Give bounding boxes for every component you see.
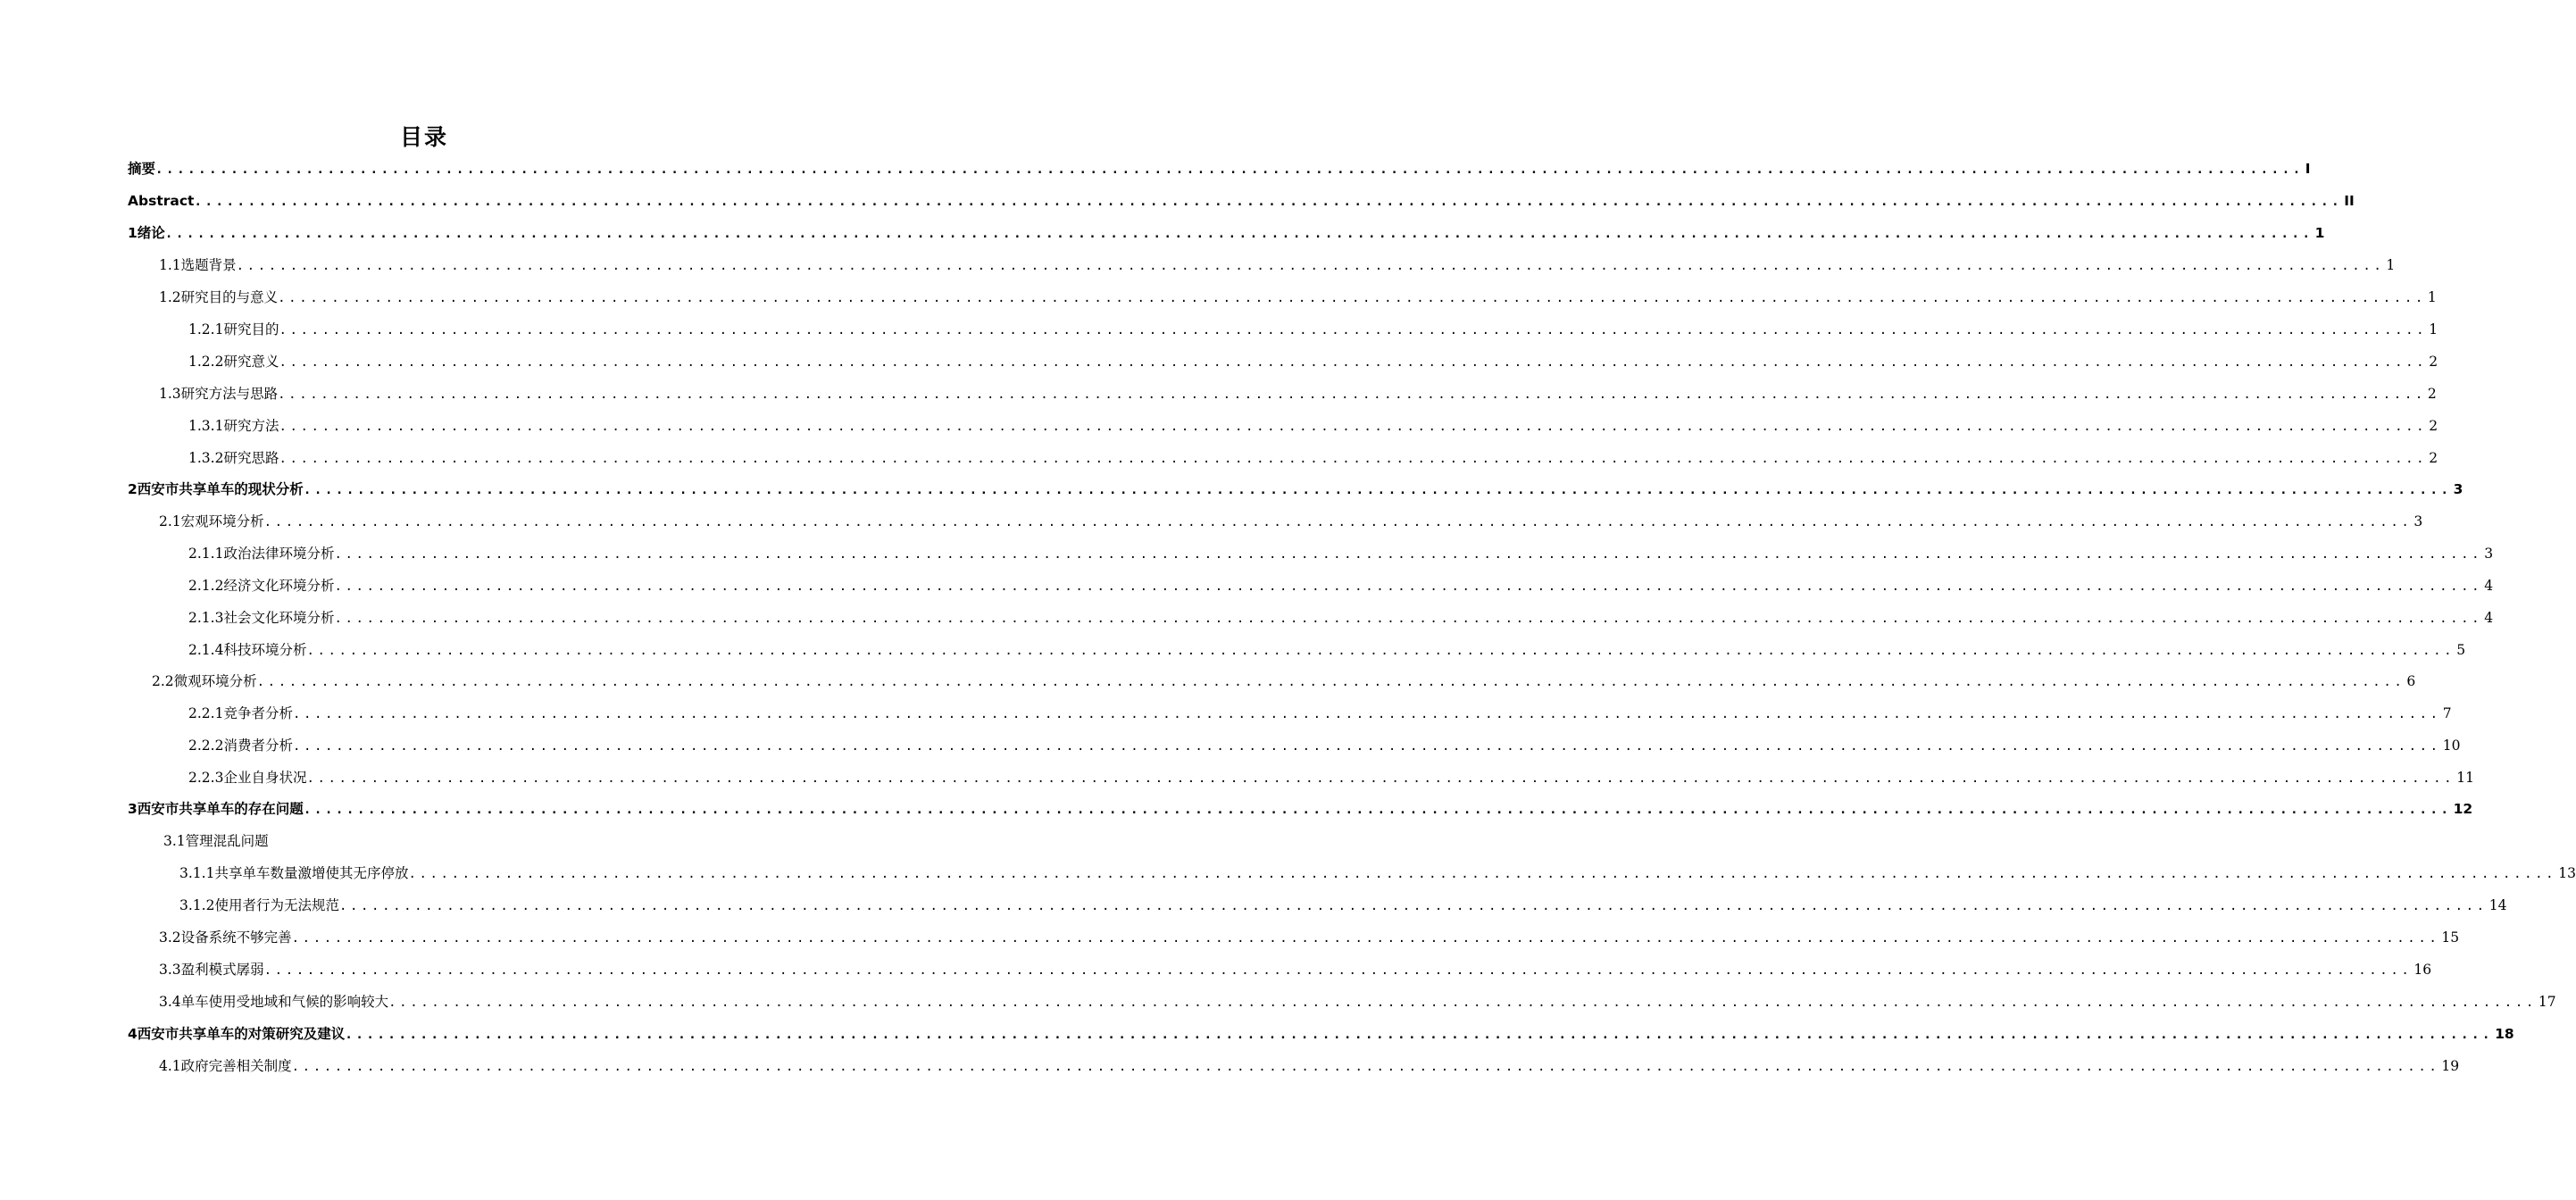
toc-dot-leader: ........................................................................................................................................................................................................ bbox=[292, 707, 2441, 721]
toc-entry[interactable] bbox=[188, 639, 2466, 661]
toc-dot-leader: ........................................................................................................................................................................................................ bbox=[306, 771, 2455, 786]
toc-entry-label: 3.4单车使用受地域和气候的影响较大 bbox=[159, 994, 389, 1010]
toc-entry[interactable] bbox=[159, 287, 2437, 308]
toc-entry-page: 1 bbox=[2427, 289, 2437, 305]
toc-dot-leader: ........................................................................................................................................................................................................ bbox=[279, 420, 2428, 434]
toc-entry-label: 1.3.2研究思路 bbox=[188, 450, 279, 466]
toc-entry-page: 4 bbox=[2484, 610, 2494, 626]
toc-entry-label: Abstract bbox=[128, 193, 195, 209]
toc-dot-leader: ........................................................................................................................................................................................................ bbox=[278, 388, 2426, 402]
toc-dot-leader: ........................................................................................................................................................................................................ bbox=[334, 612, 2483, 626]
toc-entry-label: 2.1.1政治法律环境分析 bbox=[188, 546, 335, 562]
toc-entry-label: 2.1.3社会文化环境分析 bbox=[188, 610, 335, 626]
toc-entry[interactable] bbox=[128, 190, 2355, 212]
toc-dot-leader: ........................................................................................................................................................................................................ bbox=[263, 515, 2413, 529]
toc-entry-label: 西安市共享单车的对策研究及建议 bbox=[137, 1026, 346, 1042]
toc-entry[interactable] bbox=[188, 767, 2474, 788]
toc-entry[interactable] bbox=[159, 383, 2437, 404]
toc-entry-page: I bbox=[2305, 161, 2311, 177]
toc-entry[interactable] bbox=[159, 959, 2432, 980]
toc-dot-leader: ........................................................................................................................................................................................................ bbox=[194, 195, 2343, 209]
toc-dot-leader: ........................................................................................................................................................................................................ bbox=[334, 579, 2483, 594]
toc-entry-page: 5 bbox=[2456, 642, 2466, 658]
toc-entry-number: 4 bbox=[128, 1026, 138, 1042]
toc-entry[interactable] bbox=[188, 735, 2461, 756]
toc-entry[interactable] bbox=[188, 415, 2438, 437]
toc-dot-leader: ........................................................................................................................................................................................................ bbox=[236, 259, 2385, 273]
toc-entry[interactable] bbox=[188, 607, 2494, 629]
toc-entry-page: 2 bbox=[2429, 418, 2438, 434]
toc-entry-label: 西安市共享单车的现状分析 bbox=[137, 481, 304, 497]
toc-entry-page: 16 bbox=[2413, 962, 2432, 978]
toc-entry-label: 1.2.1研究目的 bbox=[188, 321, 279, 338]
toc-dot-leader: ........................................................................................................................................................................................................ bbox=[263, 963, 2413, 978]
toc-entry[interactable] bbox=[159, 254, 2396, 276]
toc-entry-label: 2.1宏观环境分析 bbox=[159, 513, 264, 529]
toc-entry-label: 1.2研究目的与意义 bbox=[159, 289, 279, 305]
toc-entry[interactable] bbox=[188, 351, 2438, 372]
toc-entry[interactable] bbox=[163, 830, 734, 852]
toc-dot-leader: ........................................................................................................................................................................................................ bbox=[345, 1028, 2494, 1042]
toc-entry-label: 2.1.4科技环境分析 bbox=[188, 642, 307, 658]
toc-dot-leader: ........................................................................................................................................................................................................ bbox=[291, 931, 2440, 946]
toc-entry-label: 2.2.3企业自身状况 bbox=[188, 770, 307, 786]
toc-entry[interactable] bbox=[159, 511, 2423, 532]
toc-dot-leader: ........................................................................................................................................................................................................ bbox=[279, 452, 2428, 466]
toc-entry-label: 摘要 bbox=[128, 161, 156, 177]
toc-entry-page: 15 bbox=[2441, 929, 2460, 946]
toc-entry-page: 13 bbox=[2558, 865, 2576, 881]
toc-entry-label: 2.2.1竞争者分析 bbox=[188, 705, 293, 721]
toc-entry-page: 2 bbox=[2429, 354, 2438, 370]
toc-entry-label: 西安市共享单车的存在问题 bbox=[137, 801, 304, 817]
toc-entry-label: 2.1.2经济文化环境分析 bbox=[188, 578, 335, 594]
toc-entry-page: 6 bbox=[2406, 673, 2416, 689]
toc-entry-page: 10 bbox=[2442, 738, 2461, 754]
toc-entry[interactable] bbox=[128, 222, 2325, 244]
toc-entry-label: 2.2微观环境分析 bbox=[152, 673, 257, 689]
toc-dot-leader: ........................................................................................................................................................................................................ bbox=[279, 323, 2428, 338]
toc-dot-leader: ........................................................................................................................................................................................................ bbox=[338, 899, 2488, 913]
toc-entry-page: 3 bbox=[2484, 546, 2494, 562]
toc-entry-page: 1 bbox=[2386, 257, 2396, 273]
toc-entry-label: 4.1政府完善相关制度 bbox=[159, 1058, 292, 1074]
toc-entry-label: 3.1管理混乱问题 bbox=[163, 833, 269, 849]
toc-entry-label: 1.3.1研究方法 bbox=[188, 418, 279, 434]
page-title: 目录 bbox=[399, 124, 448, 150]
toc-entry-page: II bbox=[2344, 193, 2355, 209]
toc-entry[interactable] bbox=[179, 862, 2576, 884]
toc-entry-page: 1 bbox=[2314, 225, 2325, 241]
toc-entry-page: 4 bbox=[2484, 578, 2494, 594]
toc-entry-label: 绪论 bbox=[137, 225, 165, 241]
toc-dot-leader: ........................................................................................................................................................................................................ bbox=[256, 675, 2405, 689]
toc-dot-leader: ........................................................................................................................................................................................................ bbox=[164, 227, 2313, 241]
toc-entry[interactable] bbox=[128, 798, 2473, 820]
toc-entry-label: 3.2设备系统不够完善 bbox=[159, 929, 292, 946]
toc-dot-leader: ........................................................................................................................................................................................................ bbox=[334, 547, 2483, 562]
toc-entry[interactable] bbox=[128, 479, 2463, 500]
toc-entry[interactable] bbox=[188, 543, 2494, 564]
toc-entry-page: 12 bbox=[2453, 801, 2473, 817]
toc-entry[interactable] bbox=[188, 319, 2438, 340]
toc-entry[interactable] bbox=[128, 1023, 2514, 1045]
toc-dot-leader: ........................................................................................................................................................................................................ bbox=[303, 483, 2452, 497]
toc-entry-label: 1.3研究方法与思路 bbox=[159, 386, 279, 402]
toc-entry-page: 17 bbox=[2538, 994, 2556, 1010]
toc-entry-page: 1 bbox=[2429, 321, 2438, 338]
toc-entry-page: 3 bbox=[2453, 481, 2463, 497]
toc-entry[interactable] bbox=[152, 671, 2416, 692]
toc-entry-page: 3 bbox=[2413, 513, 2423, 529]
toc-entry[interactable] bbox=[179, 895, 2507, 916]
toc-entry-number: 2 bbox=[128, 481, 138, 497]
toc-entry-number: 1 bbox=[128, 225, 138, 241]
toc-entry[interactable] bbox=[188, 703, 2452, 724]
toc-entry-label: 3.1.1共享单车数量激增使其无序停放 bbox=[179, 865, 409, 881]
toc-dot-leader: ........................................................................................................................................................................................................ bbox=[291, 1060, 2440, 1074]
toc-entry-label: 1.1选题背景 bbox=[159, 257, 237, 273]
toc-dot-leader: ........................................................................................................................................................................................................ bbox=[155, 162, 2304, 177]
toc-entry[interactable] bbox=[159, 991, 2556, 1012]
toc-entry[interactable] bbox=[188, 575, 2494, 596]
toc-dot-leader: ........................................................................................................................................................................................................ bbox=[306, 644, 2455, 658]
toc-entry-page: 18 bbox=[2495, 1026, 2514, 1042]
toc-entry[interactable] bbox=[159, 1055, 2460, 1077]
toc-entry[interactable] bbox=[188, 447, 2438, 469]
toc-entry[interactable] bbox=[128, 158, 2311, 179]
toc-entry[interactable] bbox=[159, 927, 2460, 948]
toc-entry-label: 1.2.2研究意义 bbox=[188, 354, 279, 370]
toc-entry-page: 7 bbox=[2442, 705, 2452, 721]
toc-entry-number: 3 bbox=[128, 801, 138, 817]
toc-entry-label: 2.2.2消费者分析 bbox=[188, 738, 293, 754]
toc-entry-label: 3.3盈利模式孱弱 bbox=[159, 962, 264, 978]
toc-entry-page: 14 bbox=[2488, 897, 2507, 913]
toc-entry-page: 2 bbox=[2429, 450, 2438, 466]
toc-entry-page: 19 bbox=[2441, 1058, 2460, 1074]
toc-entry-page: 2 bbox=[2427, 386, 2437, 402]
toc-dot-leader: ........................................................................................................................................................................................................ bbox=[388, 996, 2537, 1010]
toc-dot-leader: ........................................................................................................................................................................................................ bbox=[292, 739, 2441, 754]
toc-dot-leader: ........................................................................................................................................................................................................ bbox=[278, 291, 2426, 305]
toc-entry-page: 11 bbox=[2456, 770, 2474, 786]
toc-dot-leader: ........................................................................................................................................................................................................ bbox=[279, 355, 2428, 370]
toc-dot-leader: ........................................................................................................................................................................................................ bbox=[408, 867, 2557, 881]
toc-dot-leader: ........................................................................................................................................................................................................ bbox=[303, 803, 2452, 817]
toc-entry-label: 3.1.2使用者行为无法规范 bbox=[179, 897, 339, 913]
